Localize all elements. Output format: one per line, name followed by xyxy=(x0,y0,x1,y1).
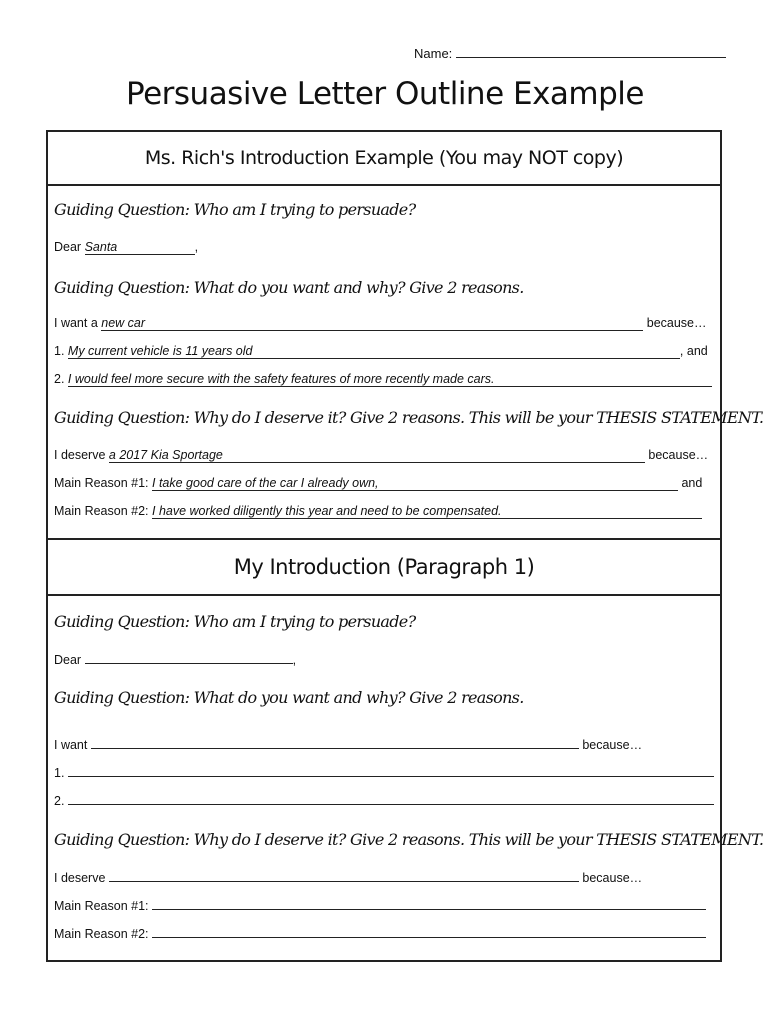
name-blank[interactable] xyxy=(456,47,726,58)
reason-2-label: 2. xyxy=(54,794,65,808)
reason-1-label: 1. xyxy=(54,344,65,358)
because-label: because… xyxy=(646,316,707,330)
my-reason-2-line xyxy=(54,793,714,808)
my-guiding-question-2: Guiding Question: What do you want and why? Give 2 reasons. xyxy=(54,688,524,707)
reason-1-tail: , and xyxy=(679,344,708,358)
dear-comma: , xyxy=(194,240,199,254)
main-reason-1-label: Main Reason #1: xyxy=(54,899,149,913)
name-label: Name: xyxy=(414,46,453,61)
deserve-blank[interactable] xyxy=(109,870,579,882)
want-blank[interactable] xyxy=(91,737,579,749)
dear-comma: , xyxy=(292,653,297,667)
main-reason-2-label: Main Reason #2: xyxy=(54,504,149,518)
main-reason-2-blank[interactable] xyxy=(152,926,706,938)
dear-label: Dear xyxy=(54,653,82,667)
example-heading: Ms. Rich's Introduction Example (You may NOT copy) xyxy=(48,132,720,186)
dear-label: Dear xyxy=(54,240,82,254)
example-dear-line xyxy=(54,240,198,255)
example-section xyxy=(46,130,764,540)
because-label: because… xyxy=(582,871,643,885)
reason-1-value: My current vehicle is 11 years old xyxy=(68,344,680,359)
main-reason-1-blank[interactable] xyxy=(152,898,706,910)
my-introduction-heading: My Introduction (Paragraph 1) xyxy=(48,540,720,596)
my-reason-1-line xyxy=(54,765,714,780)
reason-2-label: 2. xyxy=(54,372,65,386)
want-label: I want a xyxy=(54,316,98,330)
my-main-reason-1-line xyxy=(54,898,706,913)
my-dear-line xyxy=(54,652,296,667)
example-reason-1-line xyxy=(54,344,708,359)
dear-blank[interactable] xyxy=(85,652,293,664)
my-introduction-section xyxy=(46,538,764,962)
my-want-line xyxy=(54,737,642,752)
example-guiding-question-3: Guiding Question: Why do I deserve it? Give 2 reasons. This will be your THESIS STATEMENT. xyxy=(54,408,764,427)
main-reason-2-label: Main Reason #2: xyxy=(54,927,149,941)
deserve-label: I deserve xyxy=(54,448,106,462)
my-main-reason-2-line xyxy=(54,926,706,941)
main-reason-1-label: Main Reason #1: xyxy=(54,476,149,490)
my-guiding-question-3: Guiding Question: Why do I deserve it? Give 2 reasons. This will be your THESIS STATEMENT. xyxy=(54,830,764,849)
reason-1-blank[interactable] xyxy=(68,765,714,777)
deserve-label: I deserve xyxy=(54,871,106,885)
page-title: Persuasive Letter Outline Example xyxy=(125,76,644,112)
example-guiding-question-2: Guiding Question: What do you want and why? Give 2 reasons. xyxy=(54,278,524,297)
main-reason-2-value: I have worked diligently this year and need to be compensated. xyxy=(152,504,702,519)
because-label: because… xyxy=(582,738,643,752)
reason-2-blank[interactable] xyxy=(68,793,714,805)
want-value: new car xyxy=(101,316,643,331)
want-label: I want xyxy=(54,738,88,752)
deserve-value: a 2017 Kia Sportage xyxy=(109,448,645,463)
reason-1-label: 1. xyxy=(54,766,65,780)
because-label: because… xyxy=(648,448,709,462)
reason-2-value: I would feel more secure with the safety features of more recently made cars. xyxy=(68,372,712,387)
name-field[interactable] xyxy=(414,46,726,61)
example-main-reason-1-line xyxy=(54,476,702,491)
main-reason-1-value: I take good care of the car I already own, xyxy=(152,476,678,491)
my-deserve-line xyxy=(54,870,642,885)
and-label: and xyxy=(681,476,703,490)
example-guiding-question-1: Guiding Question: Who am I trying to persuade? xyxy=(54,200,416,219)
example-deserve-line xyxy=(54,448,708,463)
example-reason-2-line xyxy=(54,372,712,387)
example-main-reason-2-line xyxy=(54,504,702,519)
dear-value: Santa xyxy=(85,240,195,255)
my-guiding-question-1: Guiding Question: Who am I trying to persuade? xyxy=(54,612,416,631)
example-want-line xyxy=(54,316,707,331)
